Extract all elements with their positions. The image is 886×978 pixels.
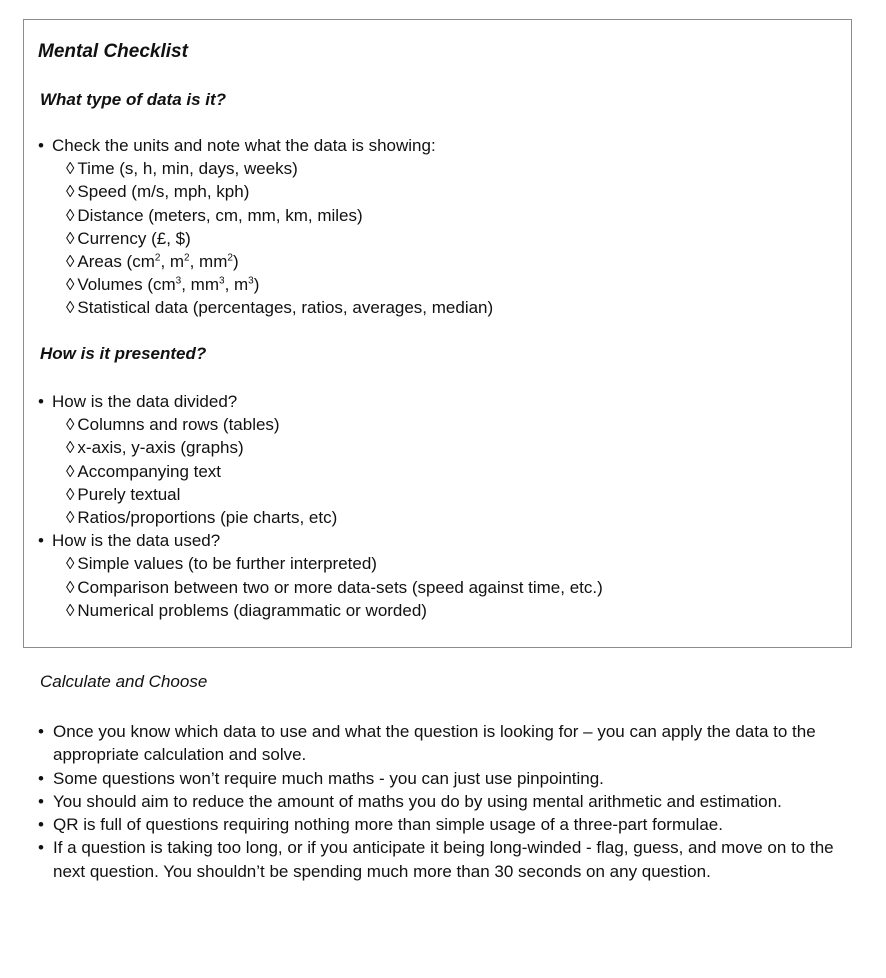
calculate-list [36, 720, 866, 883]
bullet-icon: • [38, 768, 44, 788]
sub-list-item [36, 506, 603, 529]
list-item-text: How is the data used? [52, 531, 221, 551]
bullet-icon: • [38, 791, 44, 811]
bullet-icon: • [38, 531, 44, 551]
list-item [36, 813, 866, 836]
sub-item-text: Statistical data (percentages, ratios, averages, median) [77, 298, 494, 318]
list-item [36, 836, 866, 883]
sub-list-item [36, 599, 603, 622]
bullet-icon: • [38, 136, 44, 155]
list-item [36, 720, 866, 767]
list-item-text: QR is full of questions requiring nothing more than simple usage of a three-part formulae. [53, 815, 723, 835]
list-item [36, 767, 866, 790]
list-item [36, 529, 603, 552]
sub-list-item [36, 227, 493, 250]
sub-list-item [36, 413, 603, 436]
list-item [36, 790, 866, 813]
sub-item-text: Areas ($cm^2$, $m^2$, $mm^2$) [77, 252, 239, 272]
bullet-icon: • [38, 392, 44, 411]
sub-item-text: Distance (meters, cm, mm, km, miles) [77, 205, 363, 225]
diamond-icon: ◊ [66, 438, 75, 458]
checklist-title: Mental Checklist [38, 41, 188, 62]
list-item [36, 134, 493, 157]
diamond-icon: ◊ [66, 252, 75, 272]
list-item-text: How is the data divided? [52, 392, 238, 411]
bullet-icon: • [38, 815, 44, 835]
list-item-text: Once you know which data to use and what the question is looking for – you can apply the data to the appropriate calculation and solve. [53, 722, 816, 765]
list-item-text: Some questions won’t require much maths - you can just use pinpointing. [53, 768, 604, 788]
sub-list-item [36, 483, 603, 506]
sub-item-text: Time (s, h, min, days, weeks) [77, 159, 298, 179]
bullet-icon: • [38, 838, 44, 858]
sub-list-item [36, 204, 493, 227]
list-item [36, 390, 603, 413]
sub-item-text: Volumes ($cm^3$, $mm^3$, $m^3$) [77, 275, 260, 295]
diamond-icon: ◊ [66, 159, 75, 179]
diamond-icon: ◊ [66, 415, 75, 435]
sub-list-item [36, 273, 493, 296]
sub-list-item [36, 460, 603, 483]
sub-item-text: Purely textual [77, 484, 181, 504]
sub-list-item [36, 576, 603, 599]
sub-list-item [36, 436, 603, 459]
bullet-icon: • [38, 722, 44, 741]
sub-item-text: Simple values (to be further interpreted) [77, 554, 377, 574]
diamond-icon: ◊ [66, 554, 75, 574]
mental-checklist-box [23, 19, 852, 648]
sub-list-item [36, 157, 493, 180]
diamond-icon: ◊ [66, 508, 75, 528]
sub-item-text: Comparison between two or more data-sets (speed against time, etc.) [77, 577, 603, 597]
diamond-icon: ◊ [66, 484, 75, 504]
sub-item-text: Currency (£, $) [77, 228, 191, 248]
section-heading-data-type: What type of data is it? [40, 90, 227, 109]
section-heading-presentation: How is it presented? [40, 344, 207, 363]
sub-item-text: Columns and rows (tables) [77, 415, 280, 435]
list-item-text: If a question is taking too long, or if you anticipate it being long-winded - flag, guess, and move on to the next question. You shouldn’t be spending much more than 30 seconds on any question. [53, 838, 834, 881]
sub-item-text: Numerical problems (diagrammatic or worded) [77, 600, 427, 620]
sub-item-text: Accompanying text [77, 461, 222, 481]
diamond-icon: ◊ [66, 461, 75, 481]
sub-list-item [36, 296, 493, 319]
presentation-list [36, 390, 603, 622]
diamond-icon: ◊ [66, 577, 75, 597]
sub-list-item [36, 180, 493, 203]
diamond-icon: ◊ [66, 298, 75, 318]
sub-item-text: Ratios/proportions (pie charts, etc) [77, 508, 338, 528]
data-type-list [36, 134, 493, 320]
list-item-text: Check the units and note what the data is showing: [52, 136, 436, 155]
diamond-icon: ◊ [66, 600, 75, 620]
diamond-icon: ◊ [66, 275, 75, 295]
sub-list-item [36, 250, 493, 273]
diamond-icon: ◊ [66, 182, 75, 202]
calculate-heading: Calculate and Choose [40, 672, 208, 691]
list-item-text: You should aim to reduce the amount of maths you do by using mental arithmetic and estimation. [53, 791, 782, 811]
sub-item-text: x-axis, y-axis (graphs) [77, 438, 244, 458]
diamond-icon: ◊ [66, 205, 75, 225]
diamond-icon: ◊ [66, 228, 75, 248]
sub-item-text: Speed (m/s, mph, kph) [77, 182, 250, 202]
sub-list-item [36, 552, 603, 575]
